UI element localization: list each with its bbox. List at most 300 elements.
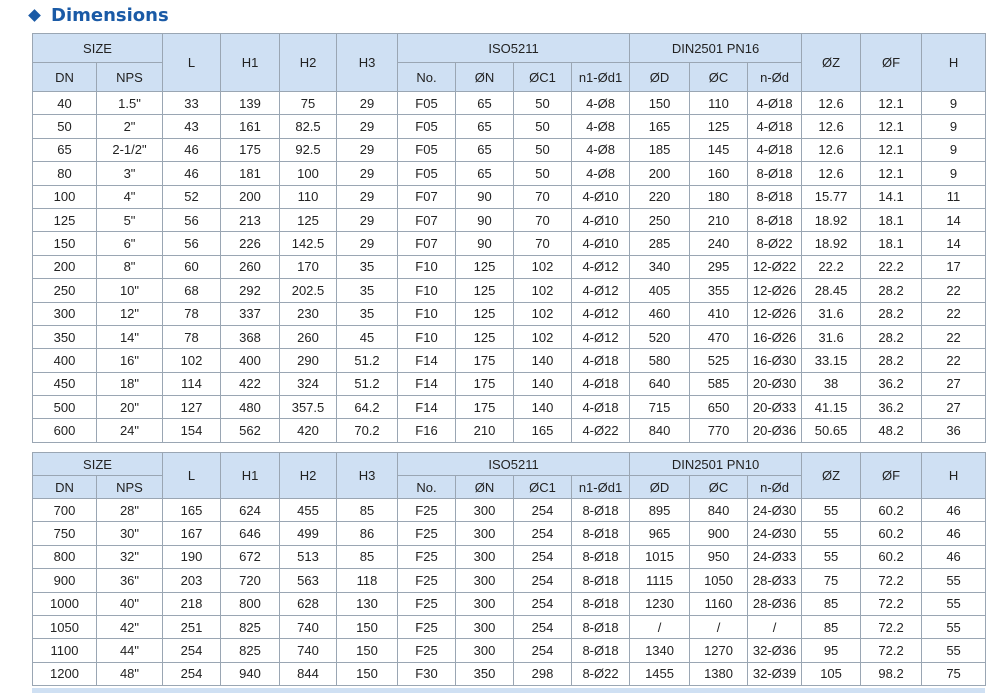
table-cell: 740 — [280, 615, 337, 638]
bottom-divider — [32, 688, 985, 693]
table-cell: 35 — [337, 302, 398, 325]
table-cell: 90 — [456, 185, 514, 208]
table-cell: 520 — [630, 325, 690, 348]
table-cell: 580 — [630, 349, 690, 372]
table-cell: 95 — [802, 639, 861, 662]
table-cell: 14 — [922, 208, 986, 231]
table-cell: 38 — [802, 372, 861, 395]
table-cell: 65 — [456, 92, 514, 115]
table-row — [33, 639, 986, 662]
table-cell: 18" — [97, 372, 163, 395]
table-row — [33, 592, 986, 615]
table-cell: 15.77 — [802, 185, 861, 208]
table-cell: 165 — [163, 499, 221, 522]
table-cell: F10 — [398, 279, 456, 302]
table-row — [33, 419, 986, 442]
table-cell: 56 — [163, 232, 221, 255]
table-cell: 480 — [221, 396, 280, 419]
table-cell: 31.6 — [802, 325, 861, 348]
table-cell: 4-Ø8 — [572, 138, 630, 161]
table-cell: 740 — [280, 639, 337, 662]
table-cell: F14 — [398, 349, 456, 372]
table-cell: 64.2 — [337, 396, 398, 419]
table-cell: 1000 — [33, 592, 97, 615]
table-row — [33, 162, 986, 185]
table-cell: 4-Ø12 — [572, 255, 630, 278]
table-cell: 18.92 — [802, 208, 861, 231]
col-header-nps: NPS — [97, 63, 163, 92]
table-cell: 70 — [514, 232, 572, 255]
table-cell: 65 — [456, 138, 514, 161]
table-cell: 125 — [456, 325, 514, 348]
table-cell: 300 — [456, 592, 514, 615]
table-cell: 4" — [97, 185, 163, 208]
table-cell: 1015 — [630, 545, 690, 568]
table-cell: 895 — [630, 499, 690, 522]
col-header-nd: n-Ød — [748, 476, 802, 499]
col-header-no: No. — [398, 476, 456, 499]
table-cell: 78 — [163, 302, 221, 325]
col-header-oz: ØZ — [802, 453, 861, 499]
table-cell: 150 — [337, 662, 398, 685]
table-cell: 450 — [33, 372, 97, 395]
table-cell: F25 — [398, 522, 456, 545]
table-row — [33, 208, 986, 231]
table-cell: 22 — [922, 349, 986, 372]
table-cell: 46 — [922, 499, 986, 522]
table-cell: 12.6 — [802, 115, 861, 138]
table-cell: 22.2 — [802, 255, 861, 278]
table-cell: 4-Ø18 — [572, 396, 630, 419]
table-cell: 254 — [163, 662, 221, 685]
table-cell: 127 — [163, 396, 221, 419]
table-cell: 32-Ø39 — [748, 662, 802, 685]
table-cell: 102 — [514, 279, 572, 302]
table-cell: 1.5" — [97, 92, 163, 115]
table-cell: 70.2 — [337, 419, 398, 442]
table-cell: 218 — [163, 592, 221, 615]
table-cell: 840 — [630, 419, 690, 442]
table-cell: 125 — [456, 255, 514, 278]
diamond-bullet-icon — [28, 9, 41, 22]
table-cell: 51.2 — [337, 372, 398, 395]
table-cell: 300 — [456, 569, 514, 592]
din-header: DIN2501 PN10 — [630, 453, 802, 476]
table-cell: 12.6 — [802, 162, 861, 185]
table-cell: 4-Ø8 — [572, 92, 630, 115]
table-cell: 770 — [690, 419, 748, 442]
table-cell: 4-Ø8 — [572, 115, 630, 138]
table-cell: 31.6 — [802, 302, 861, 325]
table-cell: 28-Ø33 — [748, 569, 802, 592]
table-cell: 55 — [922, 639, 986, 662]
size-header: SIZE — [33, 453, 163, 476]
table-cell: 357.5 — [280, 396, 337, 419]
table-cell: 1160 — [690, 592, 748, 615]
col-header-oz: ØZ — [802, 34, 861, 92]
table-cell: 51.2 — [337, 349, 398, 372]
table-cell: 55 — [802, 545, 861, 568]
table-cell: 125 — [33, 208, 97, 231]
table-cell: 29 — [337, 138, 398, 161]
table-cell: 40 — [33, 92, 97, 115]
table-cell: 24" — [97, 419, 163, 442]
table-cell: 48.2 — [861, 419, 922, 442]
col-header-nps: NPS — [97, 476, 163, 499]
table-cell: F10 — [398, 255, 456, 278]
table-cell: 8-Ø18 — [572, 499, 630, 522]
col-header-h1: H1 — [221, 453, 280, 499]
col-header-dn: DN — [33, 476, 97, 499]
table-cell: 4-Ø10 — [572, 208, 630, 231]
table-cell: 102 — [514, 255, 572, 278]
table-cell: 175 — [456, 396, 514, 419]
table-cell: 8-Ø18 — [572, 615, 630, 638]
table-cell: F07 — [398, 208, 456, 231]
table-cell: 6" — [97, 232, 163, 255]
table-cell: 41.15 — [802, 396, 861, 419]
table-cell: F25 — [398, 545, 456, 568]
table-cell: 24-Ø30 — [748, 499, 802, 522]
col-header-od: ØD — [630, 476, 690, 499]
table-cell: 72.2 — [861, 592, 922, 615]
table-cell: 254 — [514, 615, 572, 638]
table-body-pn16 — [33, 92, 986, 443]
table-row — [33, 115, 986, 138]
size-header: SIZE — [33, 34, 163, 63]
table-cell: 624 — [221, 499, 280, 522]
table-cell: 20-Ø33 — [748, 396, 802, 419]
table-cell: 22.2 — [861, 255, 922, 278]
table-cell: 1380 — [690, 662, 748, 685]
table-cell: 32" — [97, 545, 163, 568]
col-header-on: ØN — [456, 476, 514, 499]
table-cell: F10 — [398, 325, 456, 348]
table-cell: 32-Ø36 — [748, 639, 802, 662]
table-cell: 965 — [630, 522, 690, 545]
table-cell: F14 — [398, 396, 456, 419]
table-cell: 145 — [690, 138, 748, 161]
col-header-h: H — [922, 34, 986, 92]
col-header-n1d1: n1-Ød1 — [572, 476, 630, 499]
table-cell: F25 — [398, 639, 456, 662]
table-cell: 22 — [922, 325, 986, 348]
table-cell: 12.6 — [802, 138, 861, 161]
table-cell: 368 — [221, 325, 280, 348]
table-cell: F16 — [398, 419, 456, 442]
iso5211-header: ISO5211 — [398, 453, 630, 476]
table-cell: 220 — [630, 185, 690, 208]
table-cell: 4-Ø8 — [572, 162, 630, 185]
table-cell: 420 — [280, 419, 337, 442]
table-cell: 140 — [514, 349, 572, 372]
table-cell: / — [630, 615, 690, 638]
table-cell: 350 — [33, 325, 97, 348]
table-cell: 24-Ø33 — [748, 545, 802, 568]
table-cell: 410 — [690, 302, 748, 325]
table-cell: 45 — [337, 325, 398, 348]
table-cell: 80 — [33, 162, 97, 185]
table-cell: / — [690, 615, 748, 638]
section-title-text: Dimensions — [51, 4, 169, 26]
table-cell: 65 — [456, 115, 514, 138]
table-cell: 9 — [922, 138, 986, 161]
table-cell: 125 — [690, 115, 748, 138]
table-cell: 460 — [630, 302, 690, 325]
table-cell: 300 — [456, 615, 514, 638]
table-cell: 28.2 — [861, 302, 922, 325]
table-cell: 250 — [630, 208, 690, 231]
table-cell: 4-Ø12 — [572, 302, 630, 325]
table-cell: 672 — [221, 545, 280, 568]
table-cell: 11 — [922, 185, 986, 208]
table-cell: 16-Ø26 — [748, 325, 802, 348]
table-cell: 600 — [33, 419, 97, 442]
table-cell: 92.5 — [280, 138, 337, 161]
table-cell: 56 — [163, 208, 221, 231]
table-cell: 337 — [221, 302, 280, 325]
table-cell: 355 — [690, 279, 748, 302]
table-cell: 290 — [280, 349, 337, 372]
table-cell: 213 — [221, 208, 280, 231]
dimensions-table-pn10 — [32, 452, 986, 686]
table-cell: 1340 — [630, 639, 690, 662]
table-cell: 650 — [690, 396, 748, 419]
din-header: DIN2501 PN16 — [630, 34, 802, 63]
table-cell: 4-Ø18 — [748, 138, 802, 161]
table-cell: 1455 — [630, 662, 690, 685]
table-cell: 36" — [97, 569, 163, 592]
table-cell: 125 — [456, 302, 514, 325]
table-cell: 720 — [221, 569, 280, 592]
table-cell: 4-Ø12 — [572, 325, 630, 348]
table-cell: F07 — [398, 185, 456, 208]
table-cell: 9 — [922, 162, 986, 185]
col-header-h3: H3 — [337, 453, 398, 499]
table-cell: 180 — [690, 185, 748, 208]
table-cell: 29 — [337, 92, 398, 115]
table-cell: 10" — [97, 279, 163, 302]
table-cell: 20-Ø30 — [748, 372, 802, 395]
col-header-od: ØD — [630, 63, 690, 92]
table-cell: 30" — [97, 522, 163, 545]
table-cell: 90 — [456, 232, 514, 255]
table-cell: 175 — [221, 138, 280, 161]
col-header-n1d1: n1-Ød1 — [572, 63, 630, 92]
table-cell: 226 — [221, 232, 280, 255]
table-cell: 29 — [337, 185, 398, 208]
table-cell: 8-Ø18 — [748, 162, 802, 185]
table-cell: 17 — [922, 255, 986, 278]
table-cell: 251 — [163, 615, 221, 638]
table-cell: 254 — [514, 545, 572, 568]
table-cell: 14.1 — [861, 185, 922, 208]
table-cell: 4-Ø12 — [572, 279, 630, 302]
table-cell: 118 — [337, 569, 398, 592]
table-cell: 22 — [922, 279, 986, 302]
col-header-l: L — [163, 34, 221, 92]
table-cell: 48" — [97, 662, 163, 685]
table-cell: 5" — [97, 208, 163, 231]
table-cell: 36.2 — [861, 372, 922, 395]
table-cell: F30 — [398, 662, 456, 685]
table-cell: 562 — [221, 419, 280, 442]
table-cell: 9 — [922, 115, 986, 138]
table-cell: 628 — [280, 592, 337, 615]
table-cell: 102 — [163, 349, 221, 372]
table-cell: 46 — [163, 162, 221, 185]
table-cell: 114 — [163, 372, 221, 395]
table-cell: 55 — [802, 522, 861, 545]
table-cell: 165 — [514, 419, 572, 442]
table-cell: 102 — [514, 325, 572, 348]
table-cell: 170 — [280, 255, 337, 278]
table-cell: 298 — [514, 662, 572, 685]
table-cell: 85 — [802, 592, 861, 615]
table-cell: 20-Ø36 — [748, 419, 802, 442]
col-header-oc1: ØC1 — [514, 63, 572, 92]
table-row — [33, 662, 986, 685]
table-cell: 72.2 — [861, 615, 922, 638]
table-cell: 98.2 — [861, 662, 922, 685]
table-row — [33, 138, 986, 161]
table-cell: 85 — [337, 499, 398, 522]
table-cell: 940 — [221, 662, 280, 685]
table-cell: 340 — [630, 255, 690, 278]
table-cell: 254 — [514, 592, 572, 615]
table-cell: 125 — [456, 279, 514, 302]
table-cell: 646 — [221, 522, 280, 545]
table-cell: 260 — [280, 325, 337, 348]
table-cell: 715 — [630, 396, 690, 419]
table-cell: 46 — [163, 138, 221, 161]
table-cell: 254 — [514, 522, 572, 545]
table-cell: 60.2 — [861, 545, 922, 568]
table-cell: 585 — [690, 372, 748, 395]
table-cell: F05 — [398, 115, 456, 138]
table-cell: 2" — [97, 115, 163, 138]
table-cell: 36.2 — [861, 396, 922, 419]
table-cell: 28.2 — [861, 349, 922, 372]
table-cell: F25 — [398, 592, 456, 615]
table-cell: 29 — [337, 208, 398, 231]
table-cell: 4-Ø10 — [572, 232, 630, 255]
table-cell: 50.65 — [802, 419, 861, 442]
table-cell: 300 — [33, 302, 97, 325]
table-cell: 68 — [163, 279, 221, 302]
table-cell: 55 — [922, 569, 986, 592]
table-cell: 35 — [337, 255, 398, 278]
table-cell: 102 — [514, 302, 572, 325]
table-cell: 110 — [280, 185, 337, 208]
table-cell: 525 — [690, 349, 748, 372]
table-row — [33, 302, 986, 325]
section-title — [30, 3, 169, 27]
table-cell: 8" — [97, 255, 163, 278]
table-cell: 150 — [630, 92, 690, 115]
table-cell: 4-Ø18 — [748, 115, 802, 138]
table-cell: F05 — [398, 138, 456, 161]
table-cell: 210 — [456, 419, 514, 442]
table-cell: 14 — [922, 232, 986, 255]
table-cell: 750 — [33, 522, 97, 545]
col-header-oc1: ØC1 — [514, 476, 572, 499]
table-cell: 40" — [97, 592, 163, 615]
table-cell: 470 — [690, 325, 748, 348]
table-cell: F25 — [398, 499, 456, 522]
table-cell: 825 — [221, 615, 280, 638]
table-cell: 12.1 — [861, 138, 922, 161]
table-cell: 563 — [280, 569, 337, 592]
table-cell: 12.1 — [861, 162, 922, 185]
table-row — [33, 522, 986, 545]
table-cell: 29 — [337, 162, 398, 185]
table-cell: F05 — [398, 92, 456, 115]
table-cell: 60.2 — [861, 522, 922, 545]
table-cell: 140 — [514, 372, 572, 395]
table-row — [33, 232, 986, 255]
table-cell: 46 — [922, 545, 986, 568]
table-cell: 12" — [97, 302, 163, 325]
col-header-oc: ØC — [690, 63, 748, 92]
table-cell: 1230 — [630, 592, 690, 615]
table-cell: 27 — [922, 372, 986, 395]
table-cell: 1050 — [690, 569, 748, 592]
table-cell: 44" — [97, 639, 163, 662]
col-header-h2: H2 — [280, 34, 337, 92]
col-header-h2: H2 — [280, 453, 337, 499]
table-cell: 825 — [221, 639, 280, 662]
col-header-on: ØN — [456, 63, 514, 92]
table-cell: 46 — [922, 522, 986, 545]
table-cell: 12.1 — [861, 115, 922, 138]
table-cell: 16" — [97, 349, 163, 372]
table-cell: 154 — [163, 419, 221, 442]
table-cell: 12-Ø26 — [748, 279, 802, 302]
table-cell: 50 — [514, 92, 572, 115]
table-cell: 800 — [221, 592, 280, 615]
table-row — [33, 325, 986, 348]
table-cell: 900 — [33, 569, 97, 592]
table-cell: 1050 — [33, 615, 97, 638]
table-cell: 4-Ø18 — [572, 372, 630, 395]
table-cell: 110 — [690, 92, 748, 115]
table-cell: 230 — [280, 302, 337, 325]
table-cell: 29 — [337, 115, 398, 138]
table-cell: 300 — [456, 499, 514, 522]
table-cell: 72.2 — [861, 639, 922, 662]
table-cell: 28.2 — [861, 279, 922, 302]
table-cell: 70 — [514, 208, 572, 231]
table-cell: 1115 — [630, 569, 690, 592]
table-cell: 75 — [280, 92, 337, 115]
table-cell: 800 — [33, 545, 97, 568]
table-cell: 240 — [690, 232, 748, 255]
col-header-no: No. — [398, 63, 456, 92]
table-cell: 161 — [221, 115, 280, 138]
col-header-h1: H1 — [221, 34, 280, 92]
table-cell: 33 — [163, 92, 221, 115]
table-cell: 27 — [922, 396, 986, 419]
table-cell: 12.6 — [802, 92, 861, 115]
table-cell: 50 — [514, 138, 572, 161]
table-cell: 43 — [163, 115, 221, 138]
table-cell: 175 — [456, 349, 514, 372]
table-cell: 55 — [922, 615, 986, 638]
col-header-of: ØF — [861, 453, 922, 499]
table-cell: 165 — [630, 115, 690, 138]
table-cell: 20" — [97, 396, 163, 419]
